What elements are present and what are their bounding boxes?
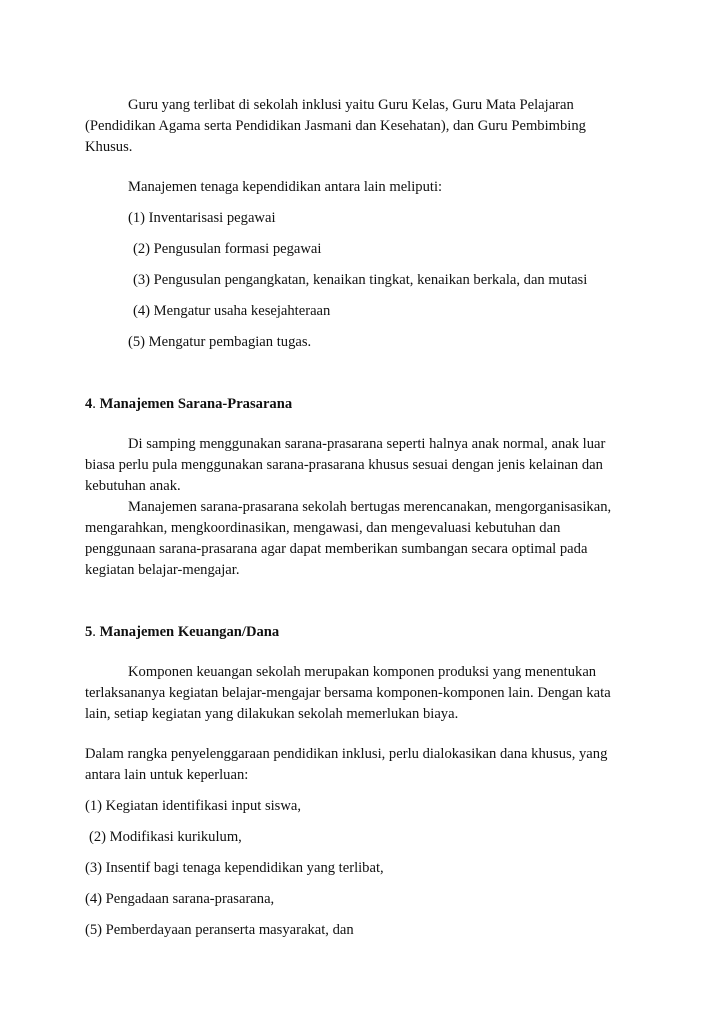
list-item: (4) Pengadaan sarana-prasarana, [85,891,275,907]
section-number: 5 [85,624,93,640]
paragraph-keuangan-2: Dalam rangka penyelenggaraan pendidikan inklusi, perlu dialokasikan dana khusus, yang antara lain untuk keperluan: [85,746,608,783]
paragraph-guru: Guru yang terlibat di sekolah inklusi yaitu Guru Kelas, Guru Mata Pelajaran (Pendidikan Agama serta Pendidikan Jasmani dan Kesehatan), dan Guru Pembimbing Khusus. [85,97,586,155]
list-item: (1) Kegiatan identifikasi input siswa, [85,798,302,814]
list-item: (3) Insentif bagi tenaga kependidikan yang terlibat, [85,860,384,876]
section-number: 4 [85,396,93,412]
section-title: Manajemen Keuangan/Dana [95,624,280,640]
list-item: (4) Mengatur usaha kesejahteraan [133,303,331,319]
section-title: Manajemen Sarana-Prasarana [95,396,293,412]
paragraph-keuangan-1: Komponen keuangan sekolah merupakan komponen produksi yang menentukan terlaksananya kegiatan belajar-mengajar bersama komponen-komponen lain. Dengan kata lain, setiap kegiatan yang dilakukan sekolah memerlukan biaya. [85,664,611,722]
list-item: (3) Pengusulan pengangkatan, kenaikan tingkat, kenaikan berkala, dan mutasi [133,272,588,288]
document-page [85,95,625,941]
list-item: (2) Pengusulan formasi pegawai [133,241,322,257]
list-item: (5) Mengatur pembagian tugas. [128,334,312,350]
paragraph-sarana-1: Di samping menggunakan sarana-prasarana seperti halnya anak normal, anak luar biasa perlu pula menggunakan sarana-prasarana khusus sesuai dengan jenis kelainan dan kebutuhan anak. [85,436,606,494]
paragraph-manajemen-tenaga: Manajemen tenaga kependidikan antara lain meliputi: [128,179,443,195]
list-item: (2) Modifikasi kurikulum, [89,829,242,845]
list-item: (5) Pemberdayaan peranserta masyarakat, dan [85,922,354,938]
list-item: (1) Inventarisasi pegawai [128,210,276,226]
section-heading-4: 4. Manajemen Sarana-Prasarana [85,396,293,412]
section-heading-5: 5. Manajemen Keuangan/Dana [85,624,280,640]
paragraph-sarana-2: Manajemen sarana-prasarana sekolah bertugas merencanakan, mengorganisasikan, mengarahkan, mengkoordinasikan, mengawasi, dan mengevaluasi kebutuhan dan penggunaan sarana-prasarana agar dapat memberikan sumbangan secara optimal pada kegiatan belajar-mengajar. [85,499,612,578]
